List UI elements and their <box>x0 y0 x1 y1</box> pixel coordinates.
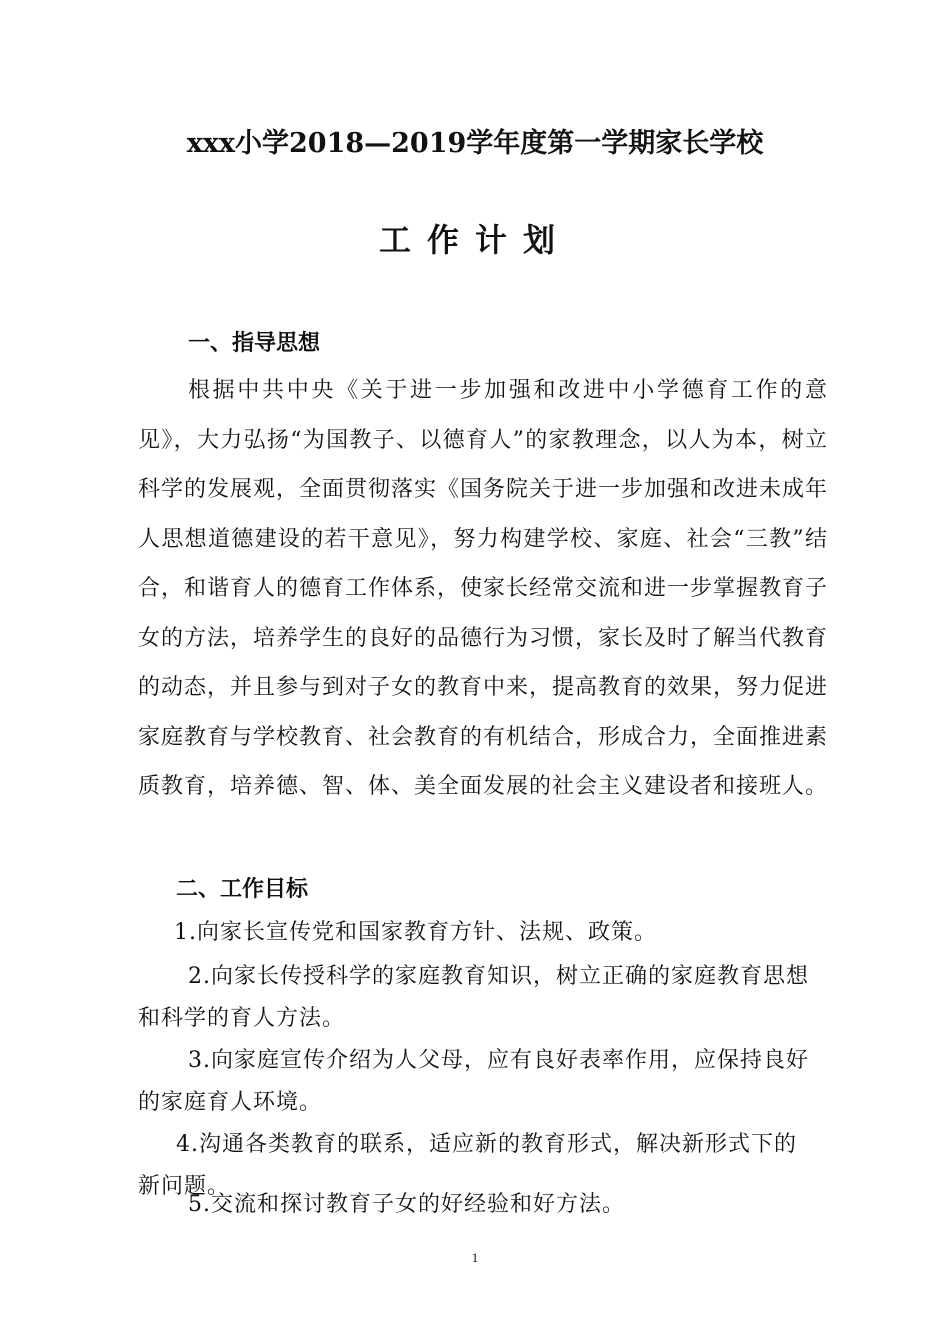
document-subtitle: 工作计划 <box>378 221 571 259</box>
goal-item: 2.向家长传授科学的家庭教育知识，树立正确的家庭教育思想和科学的育人方法。 <box>138 964 809 1031</box>
goal-item: 3.向家庭宣传介绍为人父母，应有良好表率作用，应保持良好的家庭育人环境。 <box>138 1048 809 1115</box>
document-title: xxx小学2018—2019学年度第一学期家长学校 <box>186 128 764 159</box>
section-heading-guiding-thought: 一、指导思想 <box>188 330 321 356</box>
page-number: 1 <box>471 1250 479 1265</box>
goal-item: 4.沟通各类教育的联系，适应新的教育形式，解决新形式下的新问题。 <box>138 1132 797 1199</box>
section-paragraph-guiding-thought: 根据中共中央《关于进一步加强和改进中小学德育工作的意见》，大力弘扬“为国教子、以德育人”的家教理念，以人为本，树立科学的发展观，全面贯彻落实《国务院关于进一步加强和改进未成年人思想道德建设的若干意见》，努力构建学校、家庭、社会“三教”结合，和谐育人的德育工作体系，使家长经常交流和进一步掌握教育子女的方法，培养学生的良好的品德行为习惯，家长及时了解当代教育的动态，并且参与到对子女的教育中来，提高教育的效果，努力促进家庭教育与学校教育、社会教育的有机结合，形成合力，全面推进素质教育，培养德、智、体、美全面发展的社会主义建设者和接班人。 <box>138 378 829 799</box>
goal-item: 1.向家长宣传党和国家教育方针、法规、政策。 <box>174 920 657 945</box>
goal-item: 5.交流和探讨教育子女的好经验和好方法。 <box>188 1192 625 1217</box>
section-heading-work-goals: 二、工作目标 <box>176 876 309 902</box>
